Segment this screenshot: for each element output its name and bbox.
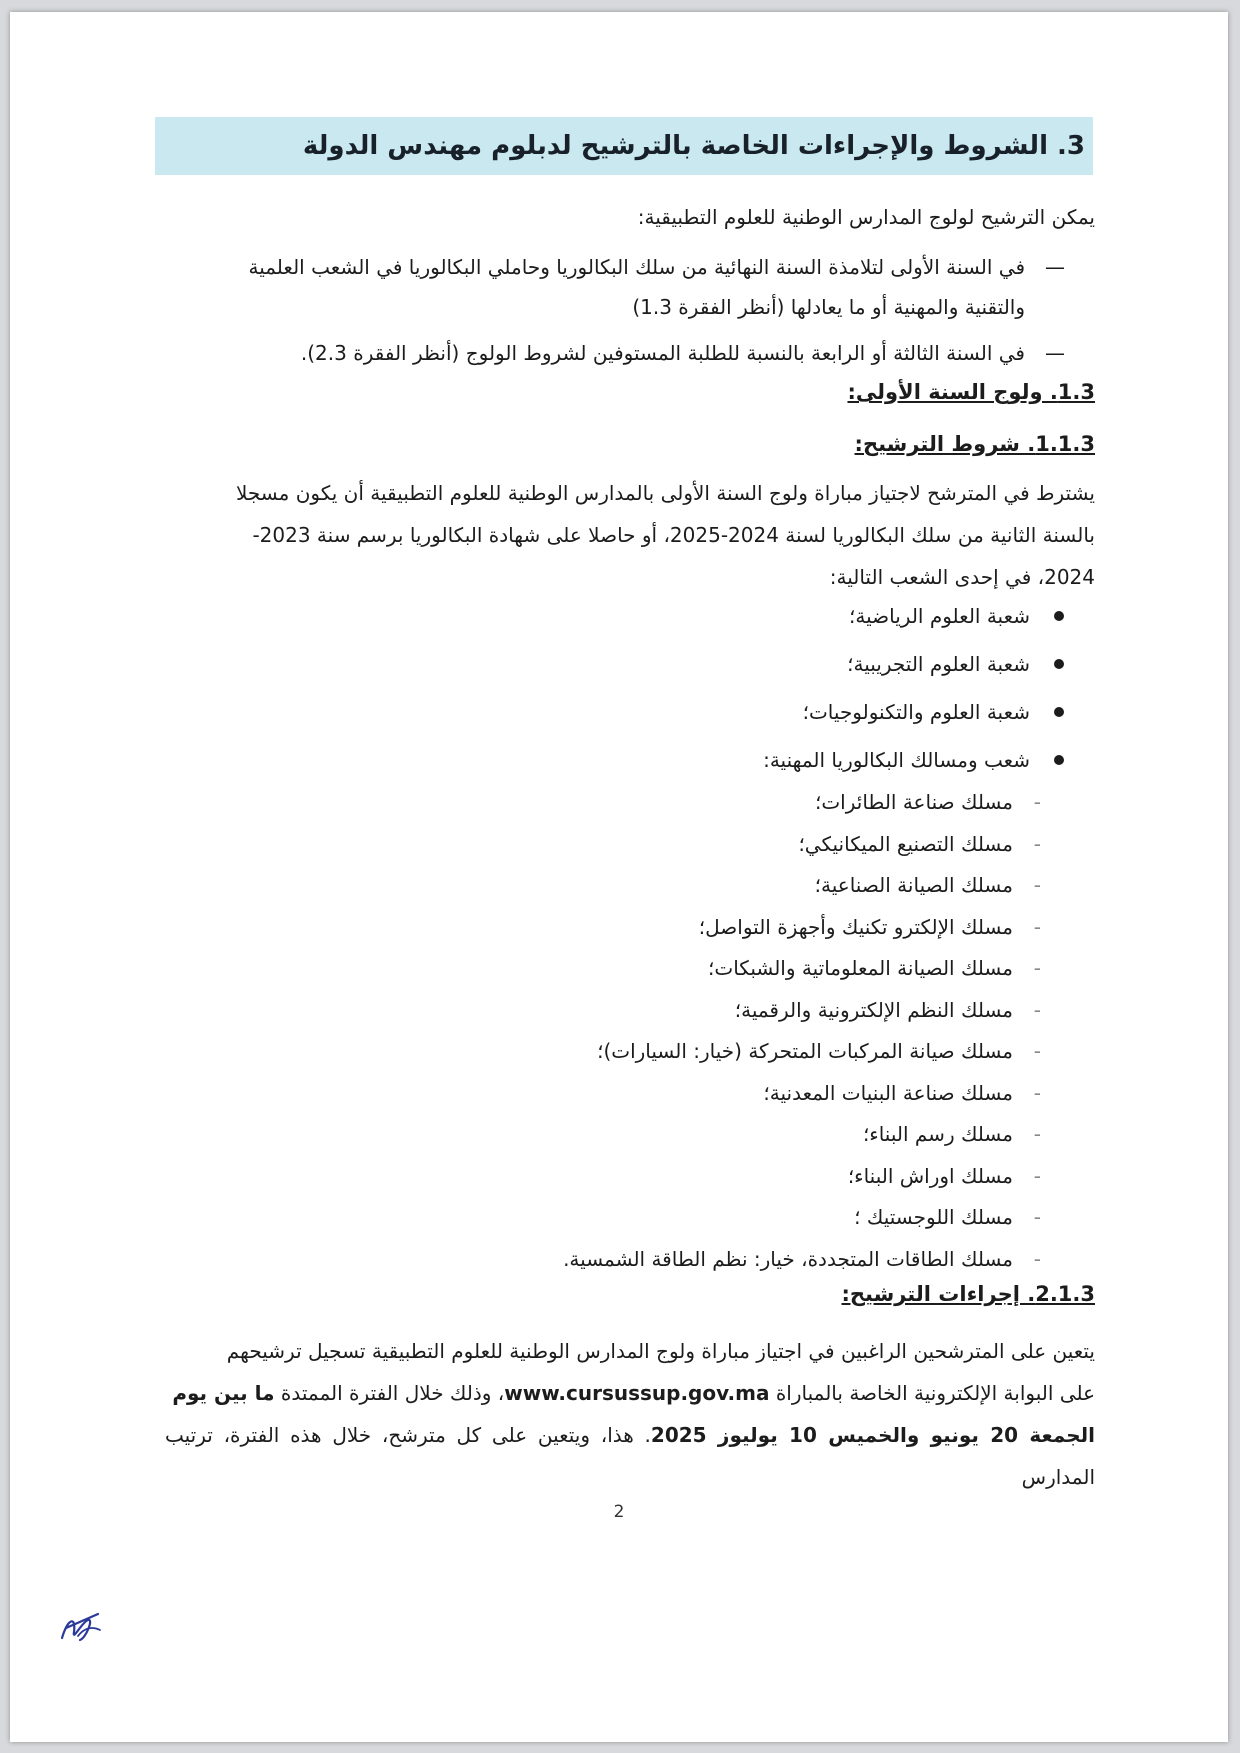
track-dash-marker: - bbox=[1033, 1080, 1041, 1105]
signature-mark-icon bbox=[58, 1610, 106, 1646]
subsection-heading-1-1-3: 1.1.3. شروط الترشيح: bbox=[854, 432, 1095, 456]
bullet-dot-icon bbox=[1054, 707, 1064, 717]
eligibility-paragraph bbox=[165, 472, 1095, 598]
track-item bbox=[165, 865, 1045, 907]
track-label: مسلك صيانة المركبات المتحركة (خيار: السيارات)؛ bbox=[597, 1039, 1013, 1063]
paragraph-line: 2024، في إحدى الشعب التالية: bbox=[829, 565, 1095, 589]
subsection-heading-2-1-3: 2.1.3. إجراءات الترشيح: bbox=[841, 1282, 1095, 1306]
track-item bbox=[165, 1073, 1045, 1115]
track-label: مسلك الإلكترو تكنيك وأجهزة التواصل؛ bbox=[698, 914, 1013, 939]
track-dash-marker: - bbox=[1033, 956, 1041, 980]
dash-marker: — bbox=[1045, 255, 1065, 279]
stream-bullet-item bbox=[165, 688, 1070, 736]
paragraph-line: يشترط في المترشح لاجتياز مباراة ولوج السنة الأولى بالمدارس الوطنية للعلوم التطبيقية أن يكون مسجلا bbox=[235, 481, 1095, 505]
bullet-dot-icon bbox=[1054, 611, 1064, 621]
track-label: مسلك النظم الإلكترونية والرقمية؛ bbox=[734, 997, 1013, 1022]
track-item bbox=[165, 824, 1045, 866]
track-dash-marker: - bbox=[1033, 1039, 1041, 1063]
track-item bbox=[165, 1031, 1045, 1073]
dash-item-line: والتقنية والمهنية أو ما يعادلها (أنظر الفقرة 1.3) bbox=[632, 295, 1025, 319]
paragraph-line bbox=[165, 1372, 1095, 1414]
portal-url: www.cursussup.gov.ma bbox=[504, 1381, 770, 1405]
stream-label: شعب ومسالك البكالوريا المهنية: bbox=[763, 748, 1030, 772]
track-label: مسلك رسم البناء؛ bbox=[862, 1122, 1013, 1146]
stream-label: شعبة العلوم التجريبية؛ bbox=[847, 652, 1030, 676]
track-dash-marker: - bbox=[1033, 1122, 1041, 1146]
track-dash-marker: - bbox=[1033, 1205, 1041, 1229]
dash-item bbox=[165, 333, 1065, 373]
stream-bullet-item bbox=[165, 592, 1070, 640]
track-item bbox=[165, 1156, 1045, 1198]
track-dash-marker: - bbox=[1033, 1163, 1041, 1188]
dash-list bbox=[165, 247, 1065, 373]
track-item bbox=[165, 1114, 1045, 1156]
track-item bbox=[165, 1239, 1045, 1281]
paragraph-text: ، وذلك خلال الفترة الممتدة bbox=[280, 1381, 505, 1405]
track-label: مسلك اللوجستيك ؛ bbox=[854, 1205, 1013, 1229]
track-item bbox=[165, 907, 1045, 949]
page-number: 2 bbox=[613, 1502, 625, 1522]
stream-bullet-list bbox=[165, 592, 1070, 784]
track-label: مسلك صناعة الطائرات؛ bbox=[814, 790, 1013, 814]
bold-text: ما بين يوم bbox=[172, 1381, 275, 1405]
registration-dates: الجمعة 20 يونيو والخميس 10 يوليوز 2025 bbox=[650, 1423, 1096, 1447]
bullet-dot-icon bbox=[1054, 659, 1064, 669]
section-title: 3. الشروط والإجراءات الخاصة بالترشيح لدبلوم مهندس الدولة bbox=[302, 131, 1085, 161]
track-item bbox=[165, 948, 1045, 990]
stream-bullet-item bbox=[165, 640, 1070, 688]
bullet-dot-icon bbox=[1054, 755, 1064, 765]
track-dash-marker: - bbox=[1033, 997, 1041, 1022]
track-label: مسلك الصيانة الصناعية؛ bbox=[814, 873, 1013, 897]
track-label: مسلك التصنيع الميكانيكي؛ bbox=[798, 831, 1013, 856]
paragraph-line bbox=[165, 1414, 1095, 1498]
dash-item-line: في السنة الأولى لتلامذة السنة النهائية من سلك البكالوريا وحاملي البكالوريا في الشعب العلمية bbox=[248, 255, 1025, 279]
track-item bbox=[165, 990, 1045, 1032]
paragraph-line: بالسنة الثانية من سلك البكالوريا لسنة 2024-2025، أو حاصلا على شهادة البكالوريا برسم سنة 2023- bbox=[252, 523, 1095, 547]
procedure-paragraph bbox=[165, 1330, 1095, 1498]
dash-marker: — bbox=[1045, 341, 1065, 365]
track-dash-marker: - bbox=[1033, 914, 1041, 939]
track-label: مسلك الطاقات المتجددة، خيار: نظم الطاقة الشمسية. bbox=[563, 1246, 1013, 1271]
track-dash-marker: - bbox=[1033, 790, 1041, 814]
stream-label: شعبة العلوم والتكنولوجيات؛ bbox=[802, 700, 1030, 724]
track-item bbox=[165, 782, 1045, 824]
paragraph-text: . هذا، ويتعين على كل مترشح، خلال هذه الفترة، ترتيب المدارس bbox=[165, 1423, 1095, 1489]
track-dash-marker: - bbox=[1033, 831, 1041, 856]
track-dash-marker: - bbox=[1033, 1246, 1041, 1271]
track-dash-marker: - bbox=[1033, 873, 1041, 897]
paragraph-text: على البوابة الإلكترونية الخاصة بالمباراة bbox=[775, 1381, 1095, 1405]
dash-item-line: في السنة الثالثة أو الرابعة بالنسبة للطلبة المستوفين لشروط الولوج (أنظر الفقرة 2.3). bbox=[300, 341, 1025, 365]
subsection-heading-1-3: 1.3. ولوج السنة الأولى: bbox=[847, 380, 1095, 404]
document-page bbox=[10, 12, 1228, 1742]
stream-bullet-item bbox=[165, 736, 1070, 784]
section-intro: يمكن الترشيح لولوج المدارس الوطنية للعلوم التطبيقية: bbox=[637, 205, 1095, 229]
stream-label: شعبة العلوم الرياضية؛ bbox=[849, 604, 1030, 628]
paragraph-line: يتعين على المترشحين الراغبين في اجتياز مباراة ولوج المدارس الوطنية للعلوم التطبيقية تسجيل ترشيحهم bbox=[226, 1339, 1095, 1363]
track-item bbox=[165, 1197, 1045, 1239]
track-label: مسلك الصيانة المعلوماتية والشبكات؛ bbox=[708, 956, 1013, 980]
professional-track-list bbox=[165, 782, 1045, 1280]
track-label: مسلك اوراش البناء؛ bbox=[847, 1163, 1013, 1188]
track-label: مسلك صناعة البنيات المعدنية؛ bbox=[763, 1080, 1013, 1105]
dash-item bbox=[165, 247, 1065, 327]
